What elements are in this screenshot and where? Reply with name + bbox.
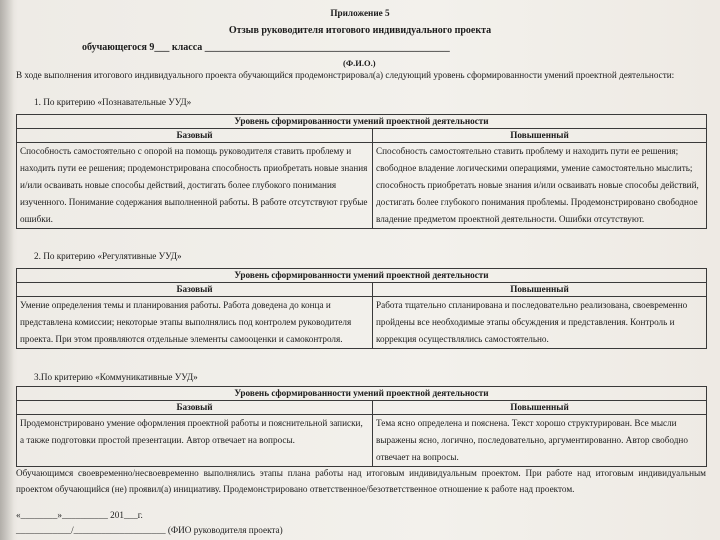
table-2-advanced-cell: Работа тщательно спланирована и последовательно реализована, своевременно пройдены все необходимые этапы обсуждения и представления. Контроль и коррекция осуществлялись самостоятельно. xyxy=(373,297,707,349)
document-title: Отзыв руководителя итогового индивидуального проекта xyxy=(228,25,492,36)
table-3-basic-cell: Продемонстрировано умение оформления проектной работы и пояснительной записки, а также подготовки простой презентации. Автор отвечает на вопросы. xyxy=(17,415,373,467)
table-2-basic-header: Базовый xyxy=(17,283,373,297)
criterion-3-heading: 3.По критерию «Коммуникативные УУД» xyxy=(34,372,198,382)
table-2-main-header: Уровень сформированности умений проектной деятельности xyxy=(17,269,707,283)
table-1-main-header: Уровень сформированности умений проектной деятельности xyxy=(17,115,707,129)
date-line: «________»__________ 201___г. xyxy=(16,510,143,520)
signature-line: ____________/____________________ (ФИО руководителя проекта) xyxy=(16,525,283,535)
criterion-1-table xyxy=(16,114,707,229)
table-1-advanced-cell: Способность самостоятельно ставить проблему и находить пути ее решения; свободное владение логическими операциями, умение самостоятельно мыслить; способность приобретать новые знания и/или осваивать новые способы действий, достигать более глубокого понимания проблемы. Продемонстрировано свободное владение предметом проектной деятельности. Ошибки отсутствуют. xyxy=(373,143,707,229)
page-edge-shadow xyxy=(0,0,14,540)
table-1-basic-cell: Способность самостоятельно с опорой на помощь руководителя ставить проблему и находить пути ее решения; продемонстрирована способность приобретать новые знания и/или осваивать новые способы действий, достигать более глубокого понимания изученного. Понимание содержания выполненной работы. В работе отсутствуют грубые ошибки. xyxy=(17,143,373,229)
criterion-3-table xyxy=(16,386,707,467)
table-1-advanced-header: Повышенный xyxy=(373,129,707,143)
table-1-basic-header: Базовый xyxy=(17,129,373,143)
student-class-line: обучающегося 9___ класса _________________________________________________ xyxy=(82,42,450,53)
table-2-advanced-header: Повышенный xyxy=(373,283,707,297)
table-3-main-header: Уровень сформированности умений проектной деятельности xyxy=(17,387,707,401)
table-3-basic-header: Базовый xyxy=(17,401,373,415)
conclusion-paragraph: Обучающимся своевременно/несвоевременно выполнялись этапы плана работы над итоговым индивидуальным проектом. При работе над итоговым индивидуальным проектом обучающийся (не) проявил(а) инициативу. Продемонстрировано ответственное/безответственное отношение к работе над проектом. xyxy=(16,468,706,494)
criterion-1-heading: 1. По критерию «Познавательные УУД» xyxy=(34,97,192,107)
table-3-advanced-header: Повышенный xyxy=(373,401,707,415)
table-3-advanced-cell: Тема ясно определена и пояснена. Текст хорошо структурирован. Все мысли выражены ясно, логично, последовательно, аргументированно. Автор свободно отвечает на вопросы. xyxy=(373,415,707,467)
criterion-2-table xyxy=(16,268,707,349)
fio-note: (Ф.И.О.) xyxy=(343,58,376,68)
table-2-basic-cell: Умение определения темы и планирования работы. Работа доведена до конца и представлена комиссии; некоторые этапы выполнялись под контролем руководителя проекта. При этом проявляются отдельные элементы самооценки и самоконтроля. xyxy=(17,297,373,349)
criterion-2-heading: 2. По критерию «Регулятивные УУД» xyxy=(34,251,182,261)
appendix-label: Приложение 5 xyxy=(330,8,390,18)
intro-paragraph: В ходе выполнения итогового индивидуального проекта обучающийся продемонстрировал(а) следующий уровень сформированности умений проектной деятельности: xyxy=(16,70,675,80)
